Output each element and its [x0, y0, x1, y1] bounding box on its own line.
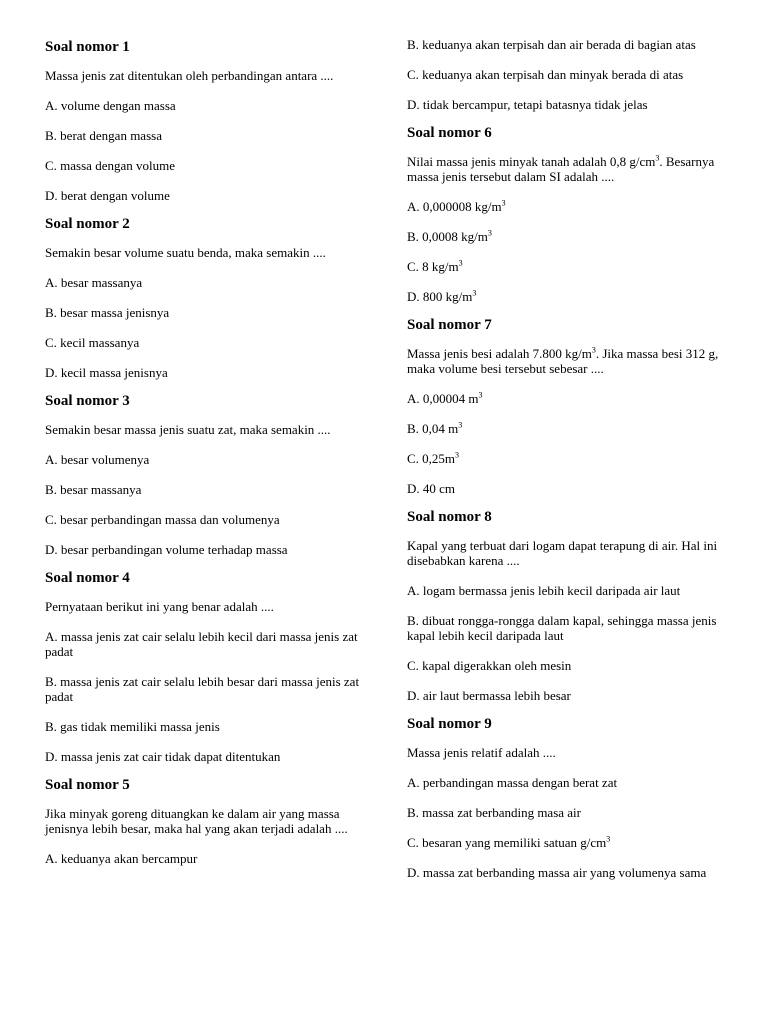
option: D. tidak bercampur, tetapi batasnya tidak jelas — [407, 97, 648, 112]
right-column — [407, 37, 732, 891]
question-title: Soal nomor 2 — [45, 216, 130, 232]
option-text: B. 0,0008 kg/m — [407, 229, 488, 244]
option-text: D. massa zat berbanding massa air yang volumenya sama — [407, 865, 707, 880]
option-text: D. 800 kg/m — [407, 289, 473, 304]
superscript: 3 — [478, 390, 483, 400]
question-text: Kapal yang terbuat dari logam dapat terapung di air. Hal ini disebabkan karena .... — [407, 538, 718, 568]
question-text: Massa jenis relatif adalah .... — [407, 745, 556, 760]
option — [407, 391, 732, 406]
option — [407, 259, 732, 274]
question-title: Soal nomor 8 — [407, 509, 492, 525]
option: B. besar massa jenisnya — [45, 305, 170, 320]
option-text: D. 40 cm — [407, 481, 456, 496]
question-6 — [407, 123, 732, 304]
superscript: 3 — [472, 288, 477, 298]
superscript: 3 — [458, 258, 463, 268]
option — [407, 289, 732, 304]
question-1 — [45, 37, 370, 203]
option — [407, 481, 732, 496]
option: D. massa jenis zat cair tidak dapat ditentukan — [45, 749, 281, 764]
option: C. massa dengan volume — [45, 158, 175, 173]
option-text: C. 0,25m — [407, 451, 456, 466]
question-text: Pernyataan berikut ini yang benar adalah .... — [45, 599, 274, 614]
question-text-part: . Jika massa besi 312 g, maka volume besi tersebut sebesar .... — [407, 346, 719, 376]
question-title: Soal nomor 5 — [45, 777, 130, 793]
question-4 — [45, 568, 370, 764]
option — [407, 865, 732, 880]
option: B. gas tidak memiliki massa jenis — [45, 719, 220, 734]
question-title: Soal nomor 7 — [407, 317, 492, 333]
question-text-part: Nilai massa jenis minyak tanah adalah 0,8 g/cm — [407, 154, 656, 169]
question-7 — [407, 315, 732, 496]
option: C. keduanya akan terpisah dan minyak berada di atas — [407, 67, 684, 82]
option: A. volume dengan massa — [45, 98, 176, 113]
option: D. air laut bermassa lebih besar — [407, 688, 571, 703]
question-2 — [45, 214, 370, 380]
option-text: C. 8 kg/m — [407, 259, 459, 274]
option — [407, 199, 732, 214]
question-title: Soal nomor 9 — [407, 716, 492, 732]
superscript: 3 — [501, 198, 506, 208]
question-text-part: Massa jenis besi adalah 7.800 kg/m — [407, 346, 592, 361]
option — [407, 835, 732, 850]
option: B. dibuat rongga-rongga dalam kapal, sehingga massa jenis kapal lebih kecil daripada laut — [407, 613, 717, 643]
superscript: 3 — [487, 228, 492, 238]
question-text — [407, 346, 732, 376]
option-text: A. perbandingan massa dengan berat zat — [407, 775, 618, 790]
question-text: Semakin besar massa jenis suatu zat, maka semakin .... — [45, 422, 331, 437]
option: D. berat dengan volume — [45, 188, 170, 203]
option — [407, 805, 732, 820]
question-9 — [407, 714, 732, 880]
question-text-part: . Besarnya massa jenis tersebut dalam SI adalah .... — [407, 154, 715, 184]
question-5-continued — [407, 37, 732, 112]
superscript: 3 — [458, 420, 463, 430]
superscript: 3 — [455, 450, 460, 460]
question-title: Soal nomor 6 — [407, 125, 492, 141]
option: A. massa jenis zat cair selalu lebih kecil dari massa jenis zat padat — [45, 629, 358, 659]
question-text: Massa jenis zat ditentukan oleh perbandingan antara .... — [45, 68, 334, 83]
option-text: A. 0,000008 kg/m — [407, 199, 502, 214]
superscript: 3 — [591, 345, 596, 355]
question-5 — [45, 775, 370, 866]
option-text: B. 0,04 m — [407, 421, 459, 436]
option — [407, 775, 732, 790]
option: B. berat dengan massa — [45, 128, 162, 143]
question-title: Soal nomor 3 — [45, 393, 130, 409]
option-text: B. massa zat berbanding masa air — [407, 805, 581, 820]
option — [407, 229, 732, 244]
option: A. besar volumenya — [45, 452, 150, 467]
question-title: Soal nomor 1 — [45, 39, 130, 55]
superscript: 3 — [606, 834, 611, 844]
question-3 — [45, 391, 370, 557]
superscript: 3 — [655, 153, 660, 163]
option-text: C. besaran yang memiliki satuan g/cm — [407, 835, 607, 850]
option: D. kecil massa jenisnya — [45, 365, 168, 380]
option: B. besar massanya — [45, 482, 142, 497]
option: A. keduanya akan bercampur — [45, 851, 198, 866]
option — [407, 451, 732, 466]
question-text — [407, 154, 732, 184]
option: D. besar perbandingan volume terhadap massa — [45, 542, 288, 557]
option: A. logam bermassa jenis lebih kecil daripada air laut — [407, 583, 681, 598]
question-8 — [407, 507, 732, 703]
option: C. besar perbandingan massa dan volumenya — [45, 512, 280, 527]
option: B. keduanya akan terpisah dan air berada di bagian atas — [407, 37, 696, 52]
question-text: Jika minyak goreng dituangkan ke dalam air yang massa jenisnya lebih besar, maka hal yang akan terjadi adalah .... — [45, 806, 348, 836]
left-column — [45, 37, 370, 881]
option: B. massa jenis zat cair selalu lebih besar dari massa jenis zat padat — [45, 674, 360, 704]
option: C. kapal digerakkan oleh mesin — [407, 658, 572, 673]
option: C. kecil massanya — [45, 335, 140, 350]
option: A. besar massanya — [45, 275, 143, 290]
question-title: Soal nomor 4 — [45, 570, 130, 586]
question-text: Semakin besar volume suatu benda, maka semakin .... — [45, 245, 326, 260]
option-text: A. 0,00004 m — [407, 391, 479, 406]
option — [407, 421, 732, 436]
